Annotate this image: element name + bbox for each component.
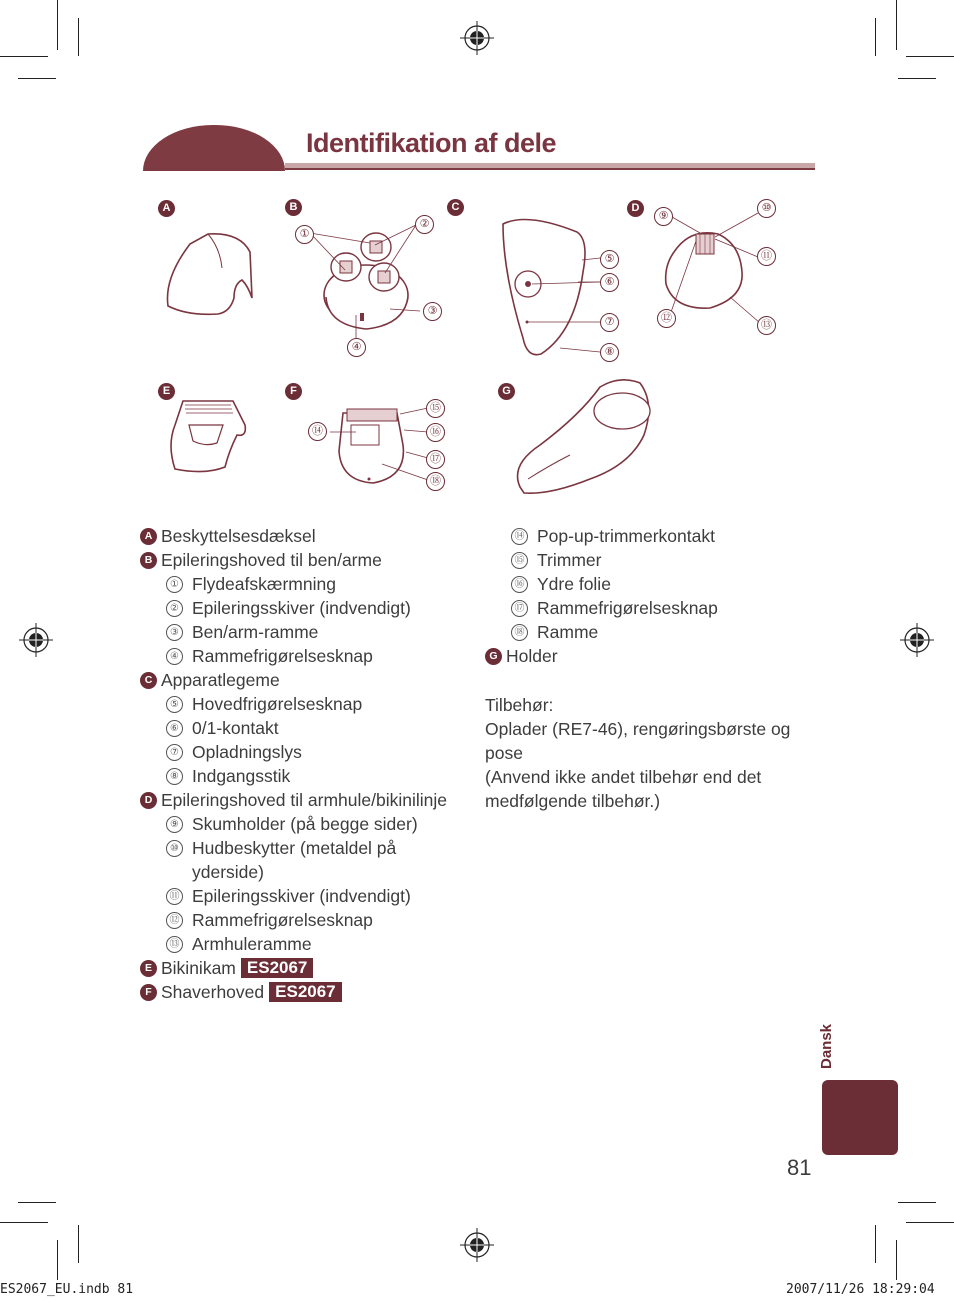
part-number: ③ <box>166 624 183 641</box>
crop-mark <box>906 1222 954 1223</box>
crop-mark <box>18 78 56 79</box>
list-item: D Epileringshoved til armhule/bikinilinje <box>140 788 480 812</box>
part-badge: B <box>140 552 157 569</box>
list-item: ⑤ Hovedfrigørelsesknap <box>140 692 480 716</box>
language-tab-label: Dansk <box>818 1023 836 1070</box>
crop-mark <box>906 56 954 57</box>
crop-mark <box>875 1225 876 1263</box>
part-number: ② <box>166 600 183 617</box>
part-badge: C <box>140 672 157 689</box>
crop-mark <box>875 18 876 56</box>
accessories-section <box>485 693 815 813</box>
accessories-heading: Tilbehør: <box>485 695 554 715</box>
model-badge: ES2067 <box>269 982 342 1002</box>
list-item: ⑰ Rammefrigørelsesknap <box>485 596 815 620</box>
list-item: ⑩ Hudbeskytter (metaldel på yderside) <box>140 836 480 884</box>
registration-mark-icon <box>900 623 934 657</box>
figure-label-b: B <box>285 199 302 216</box>
part-number: ⑰ <box>511 600 528 617</box>
crop-mark <box>898 1202 936 1203</box>
part-number: ⑤ <box>166 696 183 713</box>
callout-18: ⑱ <box>426 472 445 491</box>
part-number: ⑩ <box>166 840 183 857</box>
figure-label-c: C <box>447 199 464 216</box>
title-tab <box>143 125 285 171</box>
callout-1: ① <box>295 225 314 244</box>
page-title: Identifikation af dele <box>306 128 557 158</box>
language-tab <box>822 1080 898 1155</box>
bikini-comb-illustration <box>165 395 255 475</box>
crop-mark <box>896 0 897 50</box>
crop-mark <box>57 0 58 50</box>
callout-4: ④ <box>347 338 366 357</box>
callout-5: ⑤ <box>600 250 619 269</box>
part-number: ⑬ <box>166 936 183 953</box>
callout-13: ⑬ <box>757 316 776 335</box>
part-number: ④ <box>166 648 183 665</box>
part-number: ① <box>166 576 183 593</box>
list-item: ⑨ Skumholder (på begge sider) <box>140 812 480 836</box>
figure-label-e: E <box>158 383 175 400</box>
callout-12: ⑫ <box>657 309 676 328</box>
list-item: ⑫ Rammefrigørelsesknap <box>140 908 480 932</box>
callout-17: ⑰ <box>426 450 445 469</box>
registration-mark-icon <box>460 21 494 55</box>
callout-15: ⑮ <box>426 399 445 418</box>
part-number: ⑦ <box>166 744 183 761</box>
parts-list-right <box>485 524 815 668</box>
list-item: F Shaverhoved ES2067 <box>140 980 480 1004</box>
part-number: ⑪ <box>166 888 183 905</box>
list-item: ⑯ Ydre folie <box>485 572 815 596</box>
crop-mark <box>57 1240 58 1280</box>
list-item: ⑬ Armhuleramme <box>140 932 480 956</box>
crop-mark <box>896 1240 897 1280</box>
crop-mark <box>898 78 936 79</box>
callout-10: ⑩ <box>757 199 776 218</box>
list-item: ③ Ben/arm-ramme <box>140 620 480 644</box>
list-item: E Bikinikam ES2067 <box>140 956 480 980</box>
part-number: ⑫ <box>166 912 183 929</box>
list-item: ⑱ Ramme <box>485 620 815 644</box>
footer-timestamp: 2007/11/26 18:29:04 <box>786 1282 935 1297</box>
list-item: ① Flydeafskærmning <box>140 572 480 596</box>
callout-lines-d <box>660 205 780 330</box>
part-number: ⑨ <box>166 816 183 833</box>
crop-mark <box>0 1222 48 1223</box>
callout-8: ⑧ <box>600 343 619 362</box>
figure-label-a: A <box>158 200 175 217</box>
part-number: ⑮ <box>511 552 528 569</box>
part-number: ⑯ <box>511 576 528 593</box>
crop-mark <box>78 1225 79 1263</box>
part-badge: G <box>485 648 502 665</box>
part-badge: D <box>140 792 157 809</box>
part-number: ⑧ <box>166 768 183 785</box>
list-item: B Epileringshoved til ben/arme <box>140 548 480 572</box>
list-item: ② Epileringsskiver (indvendigt) <box>140 596 480 620</box>
registration-mark-icon <box>19 623 53 657</box>
part-number: ⑱ <box>511 624 528 641</box>
callout-6: ⑥ <box>600 273 619 292</box>
parts-list-left <box>140 524 480 1004</box>
registration-mark-icon <box>460 1228 494 1262</box>
list-item: ④ Rammefrigørelsesknap <box>140 644 480 668</box>
list-item: ⑭ Pop-up-trimmerkontakt <box>485 524 815 548</box>
accessories-line: Oplader (RE7-46), rengøringsbørste og pose <box>485 719 791 763</box>
callout-lines-f <box>320 400 440 490</box>
part-badge: E <box>140 960 157 977</box>
crop-mark <box>78 18 79 56</box>
callout-7: ⑦ <box>600 313 619 332</box>
list-item: C Apparatlegeme <box>140 668 480 692</box>
page-number: 81 <box>787 1155 812 1180</box>
callout-11: ⑪ <box>757 247 776 266</box>
list-item: ⑮ Trimmer <box>485 548 815 572</box>
holder-illustration <box>510 375 655 500</box>
crop-mark <box>0 56 48 57</box>
list-item: ⑧ Indgangsstik <box>140 764 480 788</box>
callout-lines-b <box>290 215 450 355</box>
accessories-note: (Anvend ikke andet tilbehør end det medfølgende tilbehør.) <box>485 767 762 811</box>
figure-label-d: D <box>627 200 644 217</box>
figure-label-f: F <box>285 383 302 400</box>
crop-mark <box>18 1202 56 1203</box>
callout-3: ③ <box>423 302 442 321</box>
model-badge: ES2067 <box>241 958 314 978</box>
part-badge: F <box>140 984 157 1001</box>
list-item: ⑦ Opladningslys <box>140 740 480 764</box>
figure-label-g: G <box>498 383 515 400</box>
list-item: G Holder <box>485 644 815 668</box>
callout-9: ⑨ <box>654 207 673 226</box>
part-number: ⑥ <box>166 720 183 737</box>
list-item: ⑥ 0/1-kontakt <box>140 716 480 740</box>
list-item: ⑪ Epileringsskiver (indvendigt) <box>140 884 480 908</box>
callout-2: ② <box>415 215 434 234</box>
title-rule-dark <box>285 168 815 170</box>
list-item: A Beskyttelsesdæksel <box>140 524 480 548</box>
callout-16: ⑯ <box>426 423 445 442</box>
protective-cap-illustration <box>160 228 260 320</box>
part-number: ⑭ <box>511 528 528 545</box>
callout-14: ⑭ <box>308 422 327 441</box>
part-badge: A <box>140 528 157 545</box>
footer-file: ES2067_EU.indb 81 <box>0 1282 134 1297</box>
